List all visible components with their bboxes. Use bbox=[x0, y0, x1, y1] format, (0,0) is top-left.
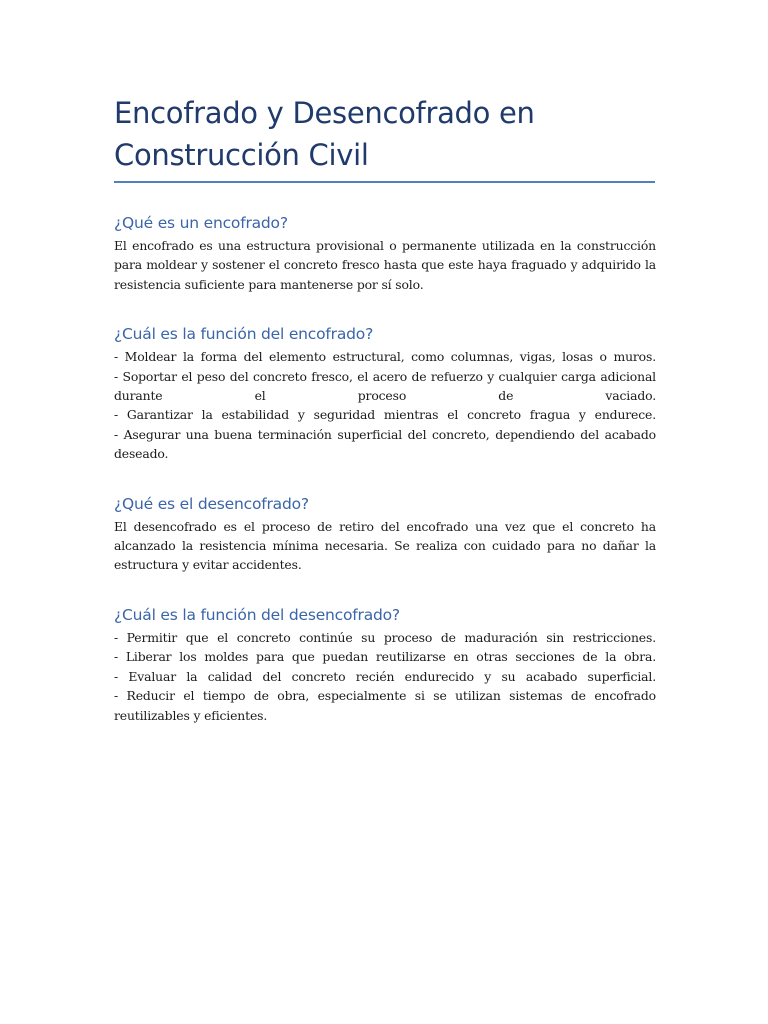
list-item: - Moldear la forma del elemento estructural, como columnas, vigas, losas o muros. bbox=[114, 349, 656, 365]
section-heading: ¿Cuál es la función del encofrado? bbox=[114, 325, 374, 344]
document-page bbox=[114, 92, 656, 725]
section-funcion-encofrado bbox=[114, 324, 656, 463]
title-divider bbox=[114, 181, 655, 183]
section-que-es-desencofrado bbox=[114, 494, 656, 575]
section-heading: ¿Qué es el desencofrado? bbox=[114, 494, 309, 513]
list-item: - Soportar el peso del concreto fresco, el acero de refuerzo y cualquier carga adicional durante el proceso de vaciado. bbox=[114, 368, 656, 404]
list-item: - Asegurar una buena terminación superficial del concreto, dependiendo del acabado deseado. bbox=[114, 426, 656, 462]
section-paragraph: El desencofrado es el proceso de retiro del encofrado una vez que el concreto ha alcanzado la resistencia mínima necesaria. Se realiza con cuidado para no dañar la estructura y evitar accidentes. bbox=[114, 518, 656, 573]
section-paragraph: El encofrado es una estructura provisional o permanente utilizada en la construcción para moldear y sostener el concreto fresco hasta que este haya fraguado y adquirido la resistencia suficiente para mantenerse por sí solo. bbox=[114, 238, 656, 292]
list-item: - Reducir el tiempo de obra, especialmente si se utilizan sistemas de encofrado reutilizables y eficientes. bbox=[114, 688, 656, 723]
list-item: - Permitir que el concreto continúe su proceso de maduración sin restricciones. bbox=[114, 629, 656, 645]
document-title: Encofrado y Desencofrado en Construcción Civil bbox=[114, 96, 535, 172]
list-item: - Garantizar la estabilidad y seguridad mientras el concreto fragua y endurece. bbox=[114, 407, 656, 423]
section-heading: ¿Cuál es la función del desencofrado? bbox=[114, 605, 400, 624]
list-item: - Evaluar la calidad del concreto recién endurecido y su acabado superficial. bbox=[114, 668, 656, 684]
section-heading: ¿Qué es un encofrado? bbox=[114, 214, 288, 232]
section-que-es-encofrado bbox=[114, 213, 656, 294]
list-item: - Liberar los moldes para que puedan reutilizarse en otras secciones de la obra. bbox=[114, 649, 656, 665]
section-funcion-desencofrado bbox=[114, 605, 656, 725]
